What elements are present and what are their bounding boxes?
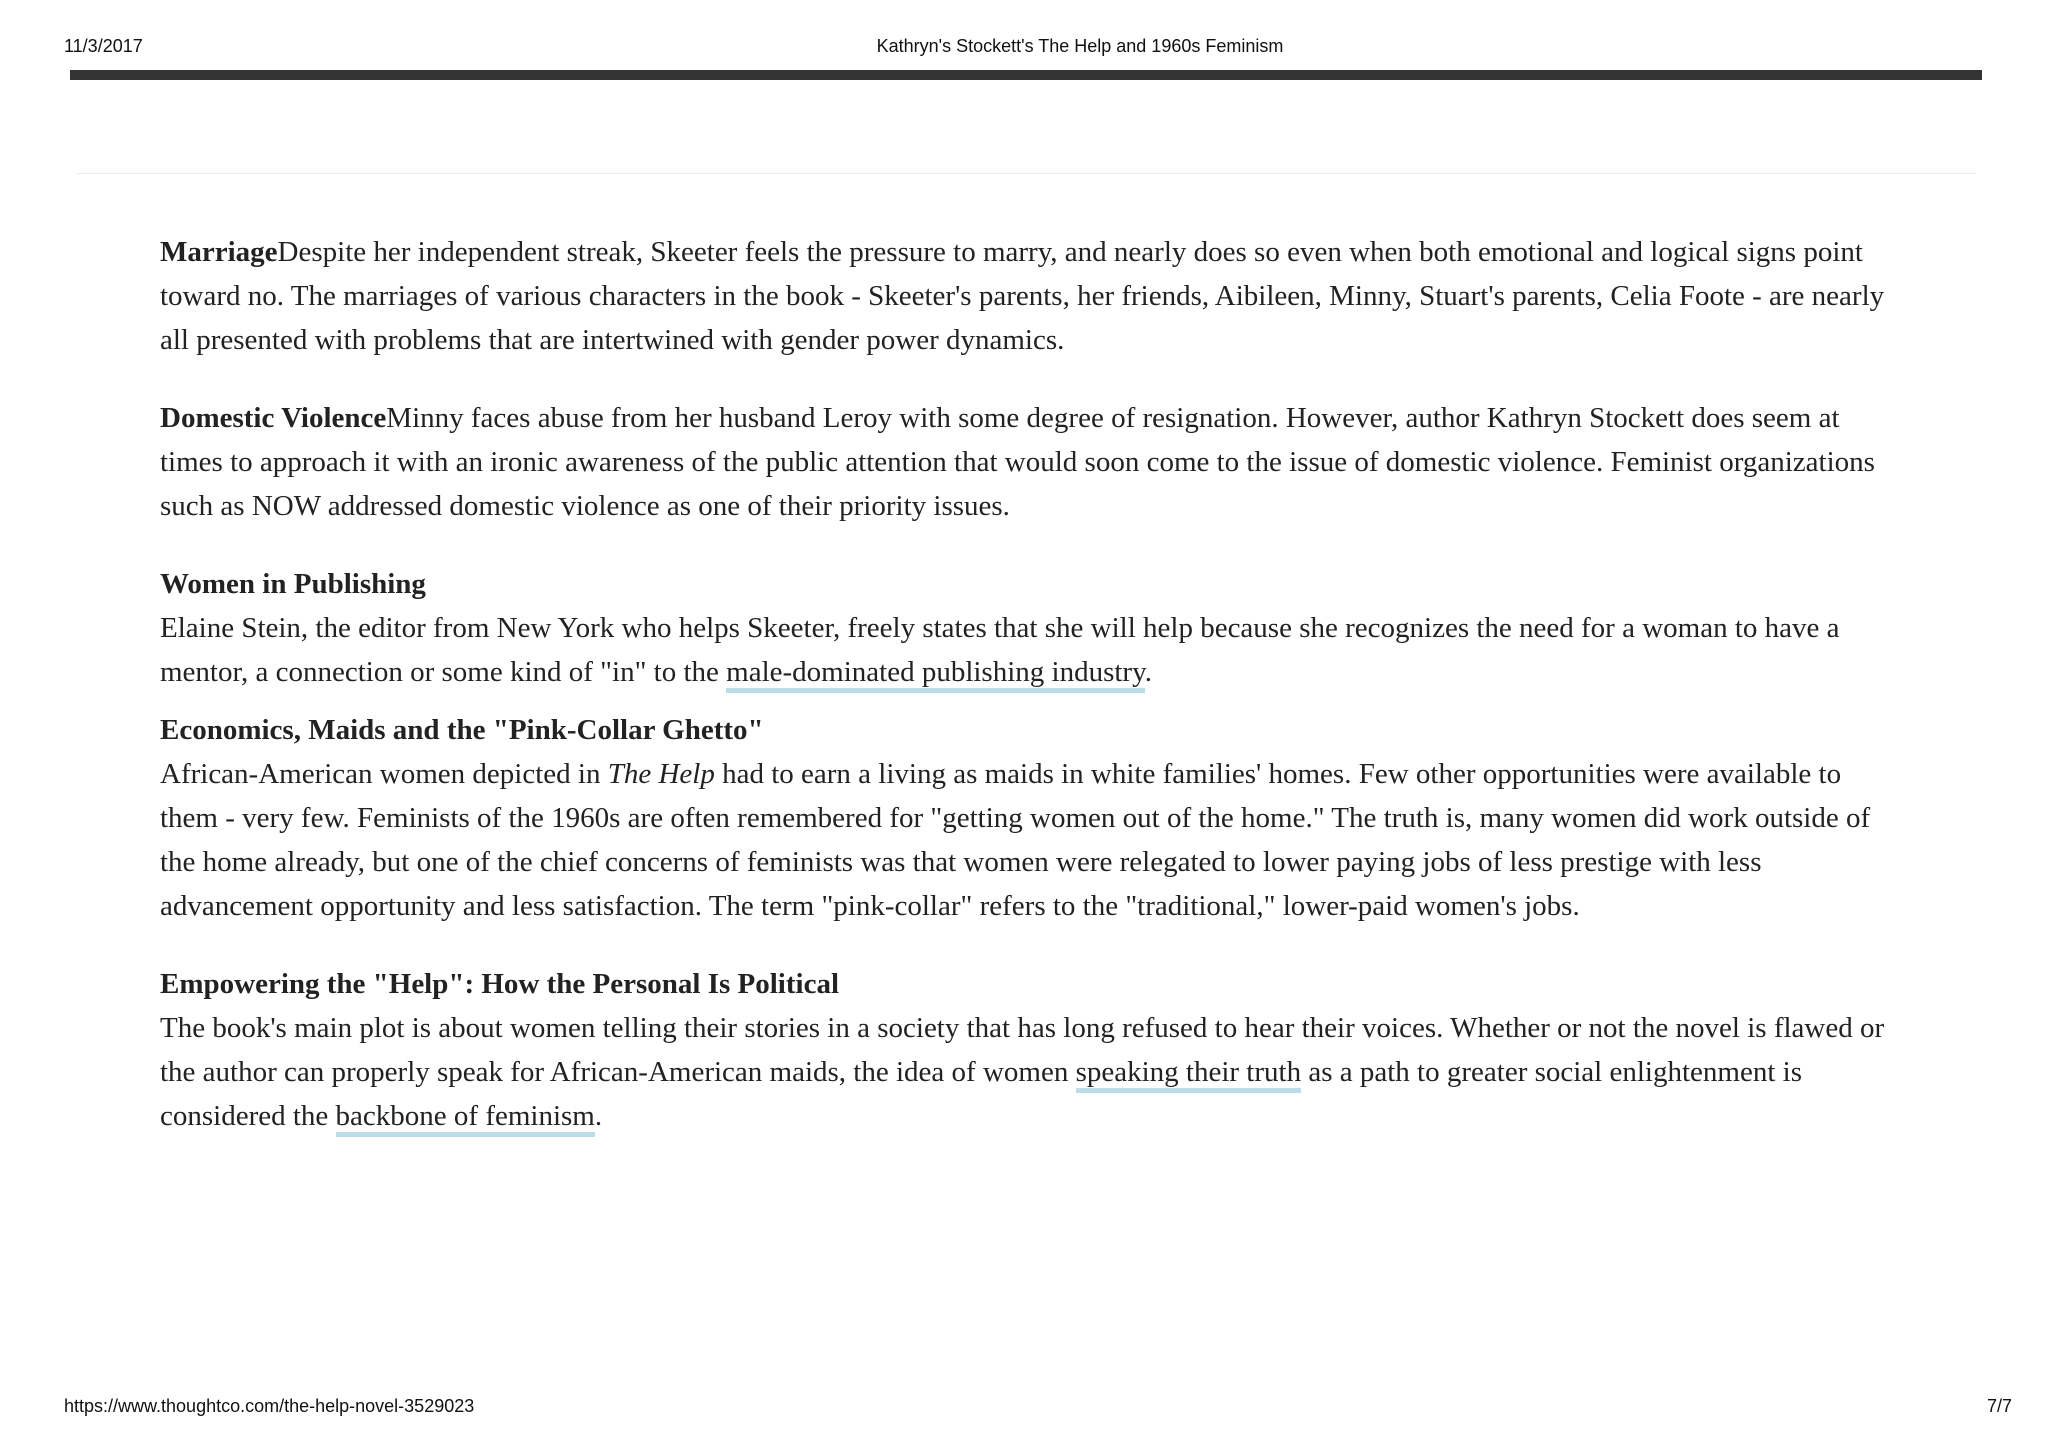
publishing-paragraph xyxy=(160,606,1900,694)
empowering-text-end: . xyxy=(594,1100,603,1132)
economics-text-rest: had to earn a living as maids in white families' homes. Few other opportunities were available to them - very few. Feminists of the 1960s are often remembered for "getting women out of the home." The truth is, many women did work outside of the home already, but one of the chief concerns of feminists was that women were relegated to lower paying jobs of less prestige with less advancement opportunity and less satisfaction. The term "pink-collar" refers to the "traditional," lower-paid women's jobs. xyxy=(160,758,1871,922)
economics-heading: Economics, Maids and the "Pink-Collar Ghetto" xyxy=(160,714,764,746)
marriage-heading: Marriage xyxy=(160,236,278,268)
print-header-date: 11/3/2017 xyxy=(64,36,143,56)
top-divider xyxy=(70,70,1982,80)
domestic-violence-paragraph xyxy=(160,396,1900,528)
marriage-text: Despite her independent streak, Skeeter feels the pressure to marry, and nearly does so even when both emotional and logical signs point toward no. The marriages of various characters in the book - Skeeter's parents, her friends, Aibileen, Minny, Stuart's parents, Celia Foote - are nearly all presented with problems that are intertwined with gender power dynamics. xyxy=(160,236,1885,356)
book-title: The Help xyxy=(607,758,715,790)
marriage-paragraph xyxy=(160,230,1900,362)
economics-text: African-American women depicted in xyxy=(160,758,608,790)
backbone-feminism-link[interactable]: backbone of feminism xyxy=(336,1100,595,1137)
print-header-title: Kathryn's Stockett's The Help and 1960s Feminism xyxy=(876,36,1284,56)
article-body xyxy=(160,230,1900,1172)
publishing-text: Elaine Stein, the editor from New York who helps Skeeter, freely states that she will help because she recognizes the need for a woman to have a mentor, a connection or some kind of "in" to the xyxy=(160,612,1840,688)
domestic-violence-heading: Domestic Violence xyxy=(160,402,387,434)
publishing-industry-link[interactable]: male-dominated publishing industry xyxy=(726,656,1145,693)
empowering-text-middle: as a path to greater social enlightenment is considered the xyxy=(160,1056,1802,1132)
empowering-heading: Empowering the "Help": How the Personal Is Political xyxy=(160,968,840,1000)
empowering-text: The book's main plot is about women telling their stories in a society that has long refused to hear their voices. Whether or not the novel is flawed or the author can properly speak for African-American maids, the idea of women xyxy=(160,1012,1885,1088)
economics-paragraph xyxy=(160,752,1900,928)
empowering-paragraph xyxy=(160,1006,1900,1138)
thin-divider xyxy=(76,173,1976,174)
speaking-truth-link[interactable]: speaking their truth xyxy=(1076,1056,1302,1093)
print-footer-page-number: 7/7 xyxy=(1986,1396,2012,1416)
publishing-heading: Women in Publishing xyxy=(160,568,426,600)
domestic-violence-text: Minny faces abuse from her husband Leroy with some degree of resignation. However, author Kathryn Stockett does seem at times to approach it with an ironic awareness of the public attention that would soon come to the issue of domestic violence. Feminist organizations such as NOW addressed domestic violence as one of their priority issues. xyxy=(160,402,1875,522)
publishing-text-end: . xyxy=(1144,656,1152,688)
print-footer-url: https://www.thoughtco.com/the-help-novel-3529023 xyxy=(64,1396,475,1416)
